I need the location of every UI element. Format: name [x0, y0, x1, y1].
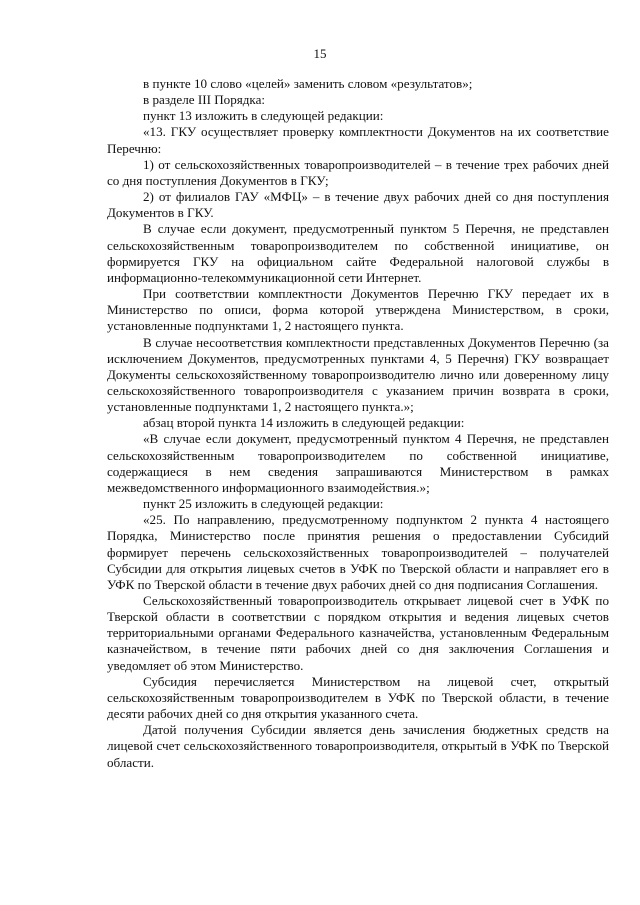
paragraph: «В случае если документ, предусмотренный пунктом 4 Перечня, не представлен сельскохозяйственным товаропроизводителем по собственной инициативе, содержащиеся в нем сведения запрашиваются Министерством в рамках межведомственного информационного взаимодействия.»; — [107, 431, 609, 495]
paragraph: абзац второй пункта 14 изложить в следующей редакции: — [143, 415, 465, 431]
paragraph: пункт 13 изложить в следующей редакции: — [143, 108, 384, 124]
page-number: 15 — [313, 46, 327, 61]
paragraph: в пункте 10 слово «целей» заменить словом «результатов»; — [143, 76, 473, 91]
paragraph: Субсидия перечисляется Министерством на лицевой счет, открытый сельскохозяйственным товаропроизводителем в УФК по Тверской области, в течение десяти рабочих дней со дня открытия указанного счета. — [107, 673, 609, 722]
paragraph: «25. По направлению, предусмотренному подпунктом 2 пункта 4 настоящего Порядка, Министерство после принятия решения о предоставлении Субсидий формирует перечень сельскохозяйственных товаропроизводителей – получателей Субсидии для открытия лицевых счетов в УФК по Тверской области и направляет его в УФК по Тверской области в течение двух рабочих дней со дня подписания Соглашения. — [107, 512, 609, 592]
paragraph: В случае несоответствия комплектности представленных Документов Перечню (за исключением Документов, предусмотренных пунктами 4, 5 Перечня) ГКУ возвращает Документы сельскохозяйственному товаропроизводителю лично или доверенному лицу сельскохозяйственного товаропроизводителя с указанием причин возврата в сроки, установленные подпунктами 1, 2 настоящего пункта.»; — [107, 334, 609, 415]
paragraph: пункт 25 изложить в следующей редакции: — [143, 496, 384, 512]
paragraph: 1) от сельскохозяйственных товаропроизводителей – в течение трех рабочих дней со дня поступления Документов в ГКУ; — [107, 156, 609, 188]
paragraph: «13. ГКУ осуществляет проверку комплектности Документов на их соответствие Перечню: — [107, 124, 609, 156]
paragraph: Датой получения Субсидии является день зачисления бюджетных средств на лицевой счет сельскохозяйственного товаропроизводителя, открытый в УФК по Тверской области. — [107, 722, 609, 770]
document-body — [107, 76, 609, 771]
paragraph: При соответствии комплектности Документов Перечню ГКУ передает их в Министерство по описи, форма которой утверждена Министерством, в сроки, установленные подпунктами 1, 2 настоящего пункта. — [107, 286, 609, 334]
paragraph: в разделе III Порядка: — [143, 92, 266, 108]
paragraph: Сельскохозяйственный товаропроизводитель открывает лицевой счет в УФК по Тверской области в соответствии с порядком открытия и ведения лицевых счетов территориальными органами Федерального казначейства, установленным Федеральным казначейством, в течение пяти рабочих дней со дня заключения Соглашения и уведомляет об этом Министерство. — [107, 593, 609, 673]
paragraph: 2) от филиалов ГАУ «МФЦ» – в течение двух рабочих дней со дня поступления Документов в ГКУ. — [107, 189, 609, 221]
paragraph: В случае если документ, предусмотренный пунктом 5 Перечня, не представлен сельскохозяйственным товаропроизводителем по собственной инициативе, он формируется ГКУ на официальном сайте Федеральной налоговой службы в информационно-телекоммуникационной сети Интернет. — [107, 221, 609, 285]
